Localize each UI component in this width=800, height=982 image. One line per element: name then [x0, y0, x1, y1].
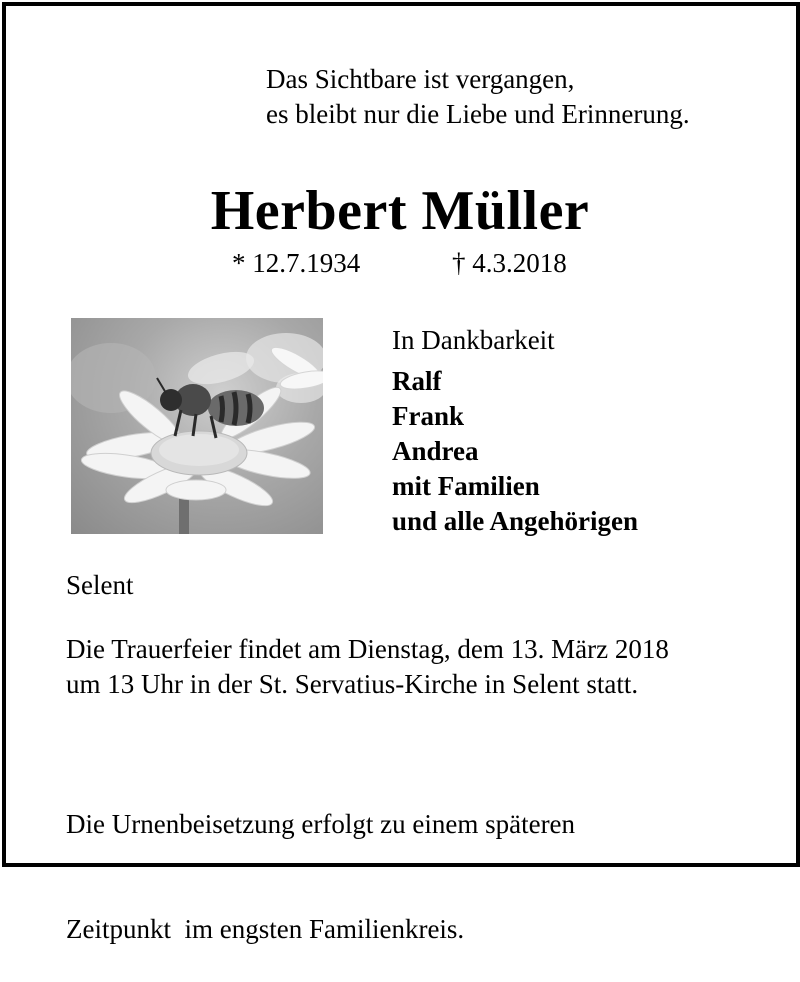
mourner-name: Ralf	[392, 366, 442, 396]
place-name: Selent	[66, 570, 134, 600]
birth-date: * 12.7.1934	[232, 248, 361, 278]
bee-on-daisy-photo	[71, 318, 323, 534]
urn-burial-info	[66, 737, 575, 982]
mourner-name: mit Familien	[392, 471, 540, 501]
burial-line-2: Zeitpunkt im engsten Familienkreis.	[66, 914, 465, 944]
mourners-list	[392, 364, 638, 539]
burial-line-1: Die Urnenbeisetzung erfolgt zu einem späteren	[66, 809, 576, 839]
deceased-name: Herbert Müller	[210, 180, 590, 242]
motto-verse	[266, 62, 690, 132]
mourner-name: und alle Angehörigen	[392, 506, 639, 536]
mourner-name: Frank	[392, 401, 465, 431]
funeral-service-info	[66, 632, 669, 702]
thanks-intro: In Dankbarkeit	[392, 325, 555, 355]
service-line-1: Die Trauerfeier findet am Dienstag, dem 13. März 2018	[66, 634, 669, 664]
service-line-2: um 13 Uhr in der St. Servatius-Kirche in Selent statt.	[66, 669, 639, 699]
motto-line-1: Das Sichtbare ist vergangen,	[266, 64, 575, 94]
motto-line-2: es bleibt nur die Liebe und Erinnerung.	[266, 99, 690, 129]
bee-on-daisy-illustration	[71, 318, 323, 534]
death-date: † 4.3.2018	[452, 248, 567, 278]
mourner-name: Andrea	[392, 436, 479, 466]
